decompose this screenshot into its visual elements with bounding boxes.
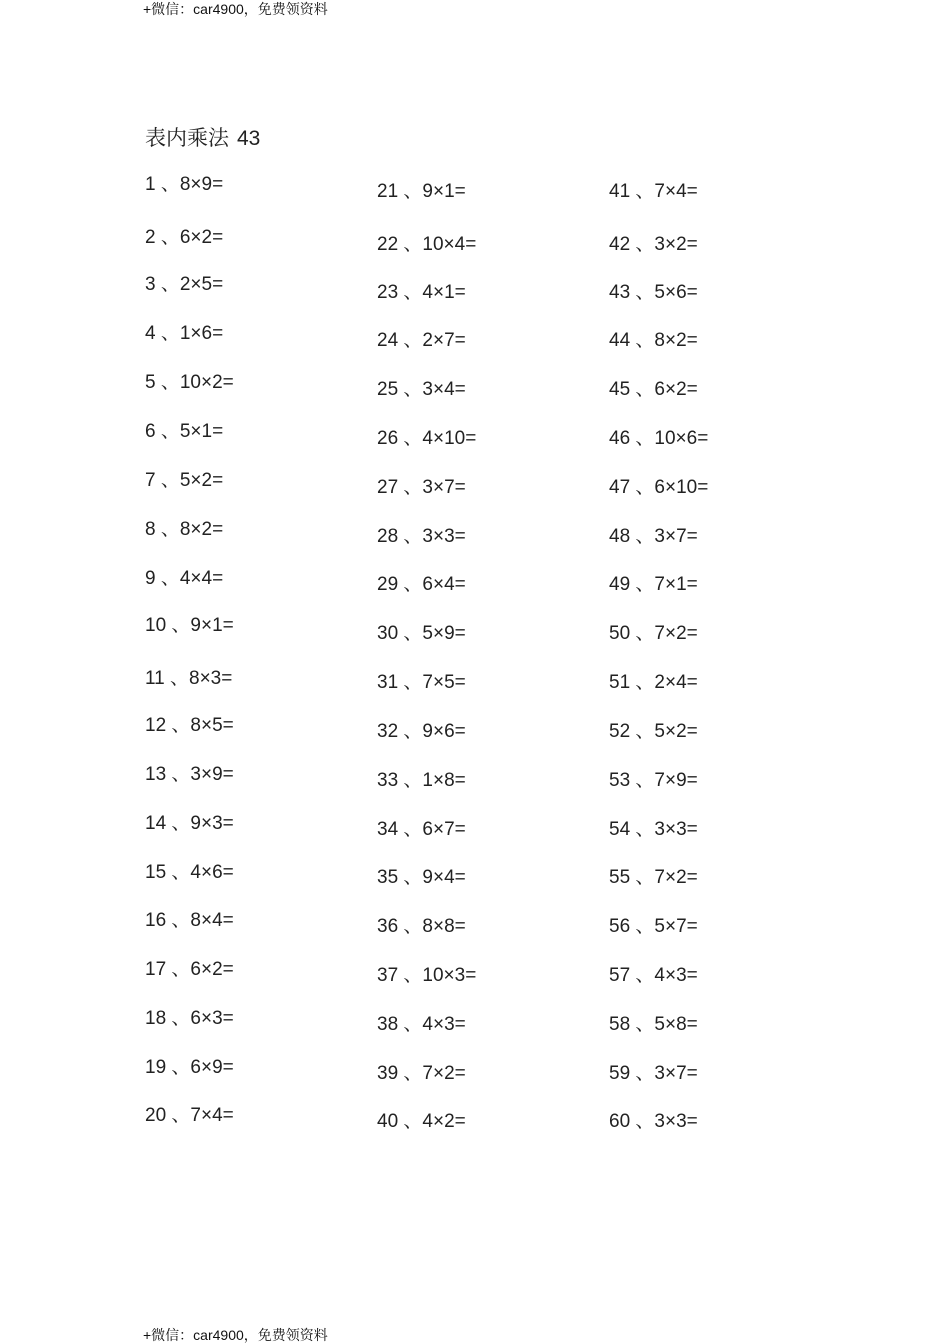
problem-item: 42 、3×2= xyxy=(609,234,698,255)
problem-item: 44 、8×2= xyxy=(609,330,698,351)
problem-item: 2 、6×2= xyxy=(145,227,224,248)
problem-item: 31 、7×5= xyxy=(377,672,466,693)
problem-item: 4 、1×6= xyxy=(145,323,224,344)
watermark-top: +微信：car4900，免费领资料 xyxy=(143,1,328,17)
problem-item: 37 、10×3= xyxy=(377,965,477,986)
problem-item: 38 、4×3= xyxy=(377,1014,466,1035)
problem-item: 10 、9×1= xyxy=(145,615,234,636)
problem-item: 54 、3×3= xyxy=(609,819,698,840)
problem-item: 51 、2×4= xyxy=(609,672,698,693)
problem-item: 48 、3×7= xyxy=(609,526,698,547)
problem-item: 33 、1×8= xyxy=(377,770,466,791)
problem-item: 36 、8×8= xyxy=(377,916,466,937)
title-number: 43 xyxy=(237,127,261,150)
problem-item: 39 、7×2= xyxy=(377,1063,466,1084)
problem-item: 53 、7×9= xyxy=(609,770,698,791)
problem-item: 57 、4×3= xyxy=(609,965,698,986)
problem-item: 17 、6×2= xyxy=(145,959,234,980)
problem-item: 1 、8×9= xyxy=(145,174,224,195)
problem-item: 19 、6×9= xyxy=(145,1057,234,1078)
problem-item: 41 、7×4= xyxy=(609,181,698,202)
problem-item: 50 、7×2= xyxy=(609,623,698,644)
problem-item: 29 、6×4= xyxy=(377,574,466,595)
problem-item: 5 、10×2= xyxy=(145,372,234,393)
problem-item: 55 、7×2= xyxy=(609,867,698,888)
watermark-bottom: +微信：car4900，免费领资料 xyxy=(143,1327,328,1343)
problem-item: 14 、9×3= xyxy=(145,813,234,834)
problem-item: 58 、5×8= xyxy=(609,1014,698,1035)
problem-item: 34 、6×7= xyxy=(377,819,466,840)
problem-item: 24 、2×7= xyxy=(377,330,466,351)
problem-item: 20 、7×4= xyxy=(145,1105,234,1126)
problem-item: 49 、7×1= xyxy=(609,574,698,595)
problem-item: 6 、5×1= xyxy=(145,421,224,442)
problem-item: 45 、6×2= xyxy=(609,379,698,400)
problem-item: 21 、9×1= xyxy=(377,181,466,202)
problem-item: 13 、3×9= xyxy=(145,764,234,785)
problem-item: 32 、9×6= xyxy=(377,721,466,742)
problem-item: 23 、4×1= xyxy=(377,282,466,303)
problem-item: 16 、8×4= xyxy=(145,910,234,931)
problem-item: 47 、6×10= xyxy=(609,477,709,498)
problem-item: 22 、10×4= xyxy=(377,234,477,255)
problem-item: 11 、8×3= xyxy=(145,668,233,689)
problem-item: 28 、3×3= xyxy=(377,526,466,547)
problem-item: 15 、4×6= xyxy=(145,862,234,883)
problem-item: 52 、5×2= xyxy=(609,721,698,742)
problem-item: 3 、2×5= xyxy=(145,274,224,295)
problem-item: 43 、5×6= xyxy=(609,282,698,303)
problem-item: 18 、6×3= xyxy=(145,1008,234,1029)
problem-item: 25 、3×4= xyxy=(377,379,466,400)
problem-item: 26 、4×10= xyxy=(377,428,477,449)
problem-item: 35 、9×4= xyxy=(377,867,466,888)
problem-item: 40 、4×2= xyxy=(377,1111,466,1132)
problem-item: 56 、5×7= xyxy=(609,916,698,937)
title-text: 表内乘法 xyxy=(145,126,229,150)
problem-item: 27 、3×7= xyxy=(377,477,466,498)
problem-item: 12 、8×5= xyxy=(145,715,234,736)
problem-item: 60 、3×3= xyxy=(609,1111,698,1132)
problem-item: 46 、10×6= xyxy=(609,428,709,449)
problem-item: 8 、8×2= xyxy=(145,519,224,540)
problem-item: 59 、3×7= xyxy=(609,1063,698,1084)
problem-item: 9 、4×4= xyxy=(145,568,224,589)
problem-item: 7 、5×2= xyxy=(145,470,224,491)
problem-item: 30 、5×9= xyxy=(377,623,466,644)
